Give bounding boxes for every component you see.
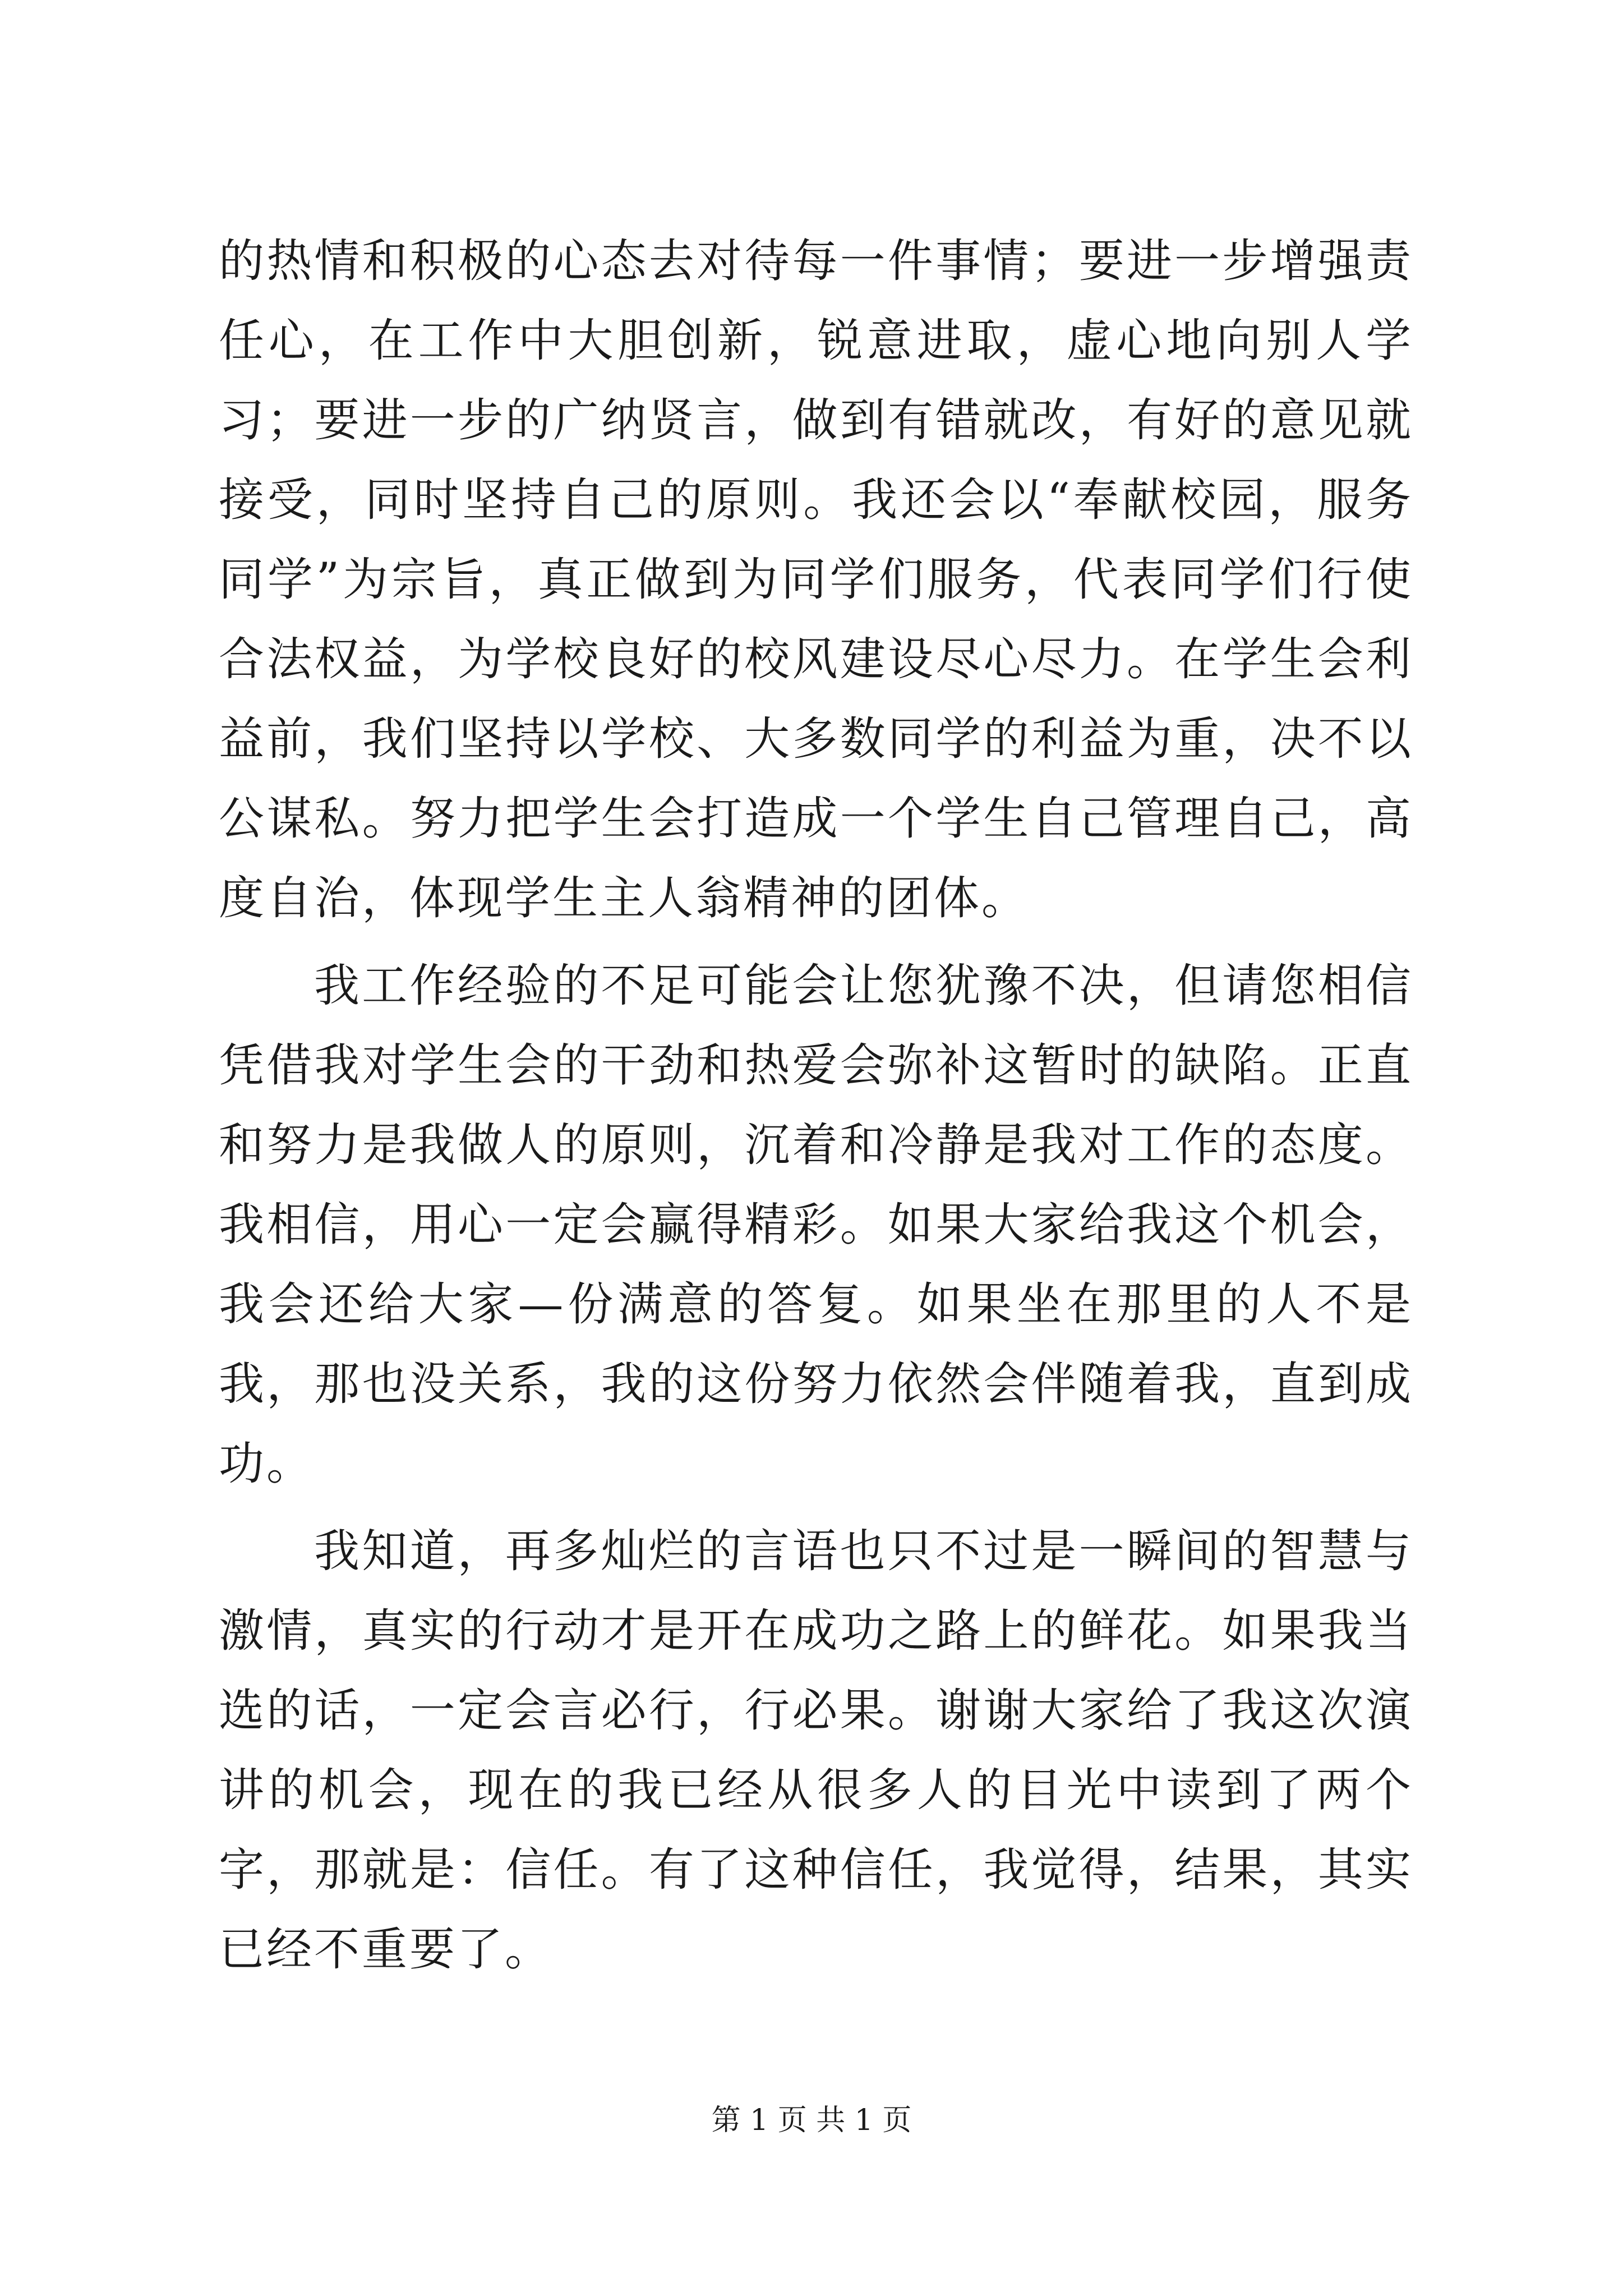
document-body <box>219 222 1413 1990</box>
paragraph-2: 我工作经验的不足可能会让您犹豫不决，但请您相信凭借我对学生会的干劲和热爱会弥补这暂时的缺陷。正直和努力是我做人的原则，沉着和冷静是我对工作的态度。我相信，用心一定会赢得精彩。如果大家给我这个机会，我会还给大家—份满意的答复。如果坐在那里的人不是我，那也没关系，我的这份努力依然会伴随着我，直到成功。 <box>219 960 1413 1490</box>
paragraph-1: 的热情和积极的心态去对待每一件事情；要进一步增强责任心，在工作中大胆创新，锐意进取，虚心地向别人学习；要进一步的广纳贤言，做到有错就改，有好的意见就接受，同时坚持自己的原则。我还会以“奉献校园，服务同学”为宗旨，真正做到为同学们服务，代表同学们行使合法权益，为学校良好的校风建设尽心尽力。在学生会利益前，我们坚持以学校、大多数同学的利益为重，决不以公谋私。努力把学生会打造成一个学生自己管理自己，高度自治，体现学生主人翁精神的团体。 <box>219 235 1413 925</box>
paragraph-3: 我知道，再多灿烂的言语也只不过是一瞬间的智慧与激情，真实的行动才是开在成功之路上的鲜花。如果我当选的话，一定会言必行，行必果。谢谢大家给了我这次演讲的机会，现在的我已经从很多人的目光中读到了两个字，那就是：信任。有了这种信任，我觉得，结果，其实已经不重要了。 <box>219 1525 1413 1976</box>
page-footer: 第 1 页 共 1 页 <box>711 2104 912 2137</box>
